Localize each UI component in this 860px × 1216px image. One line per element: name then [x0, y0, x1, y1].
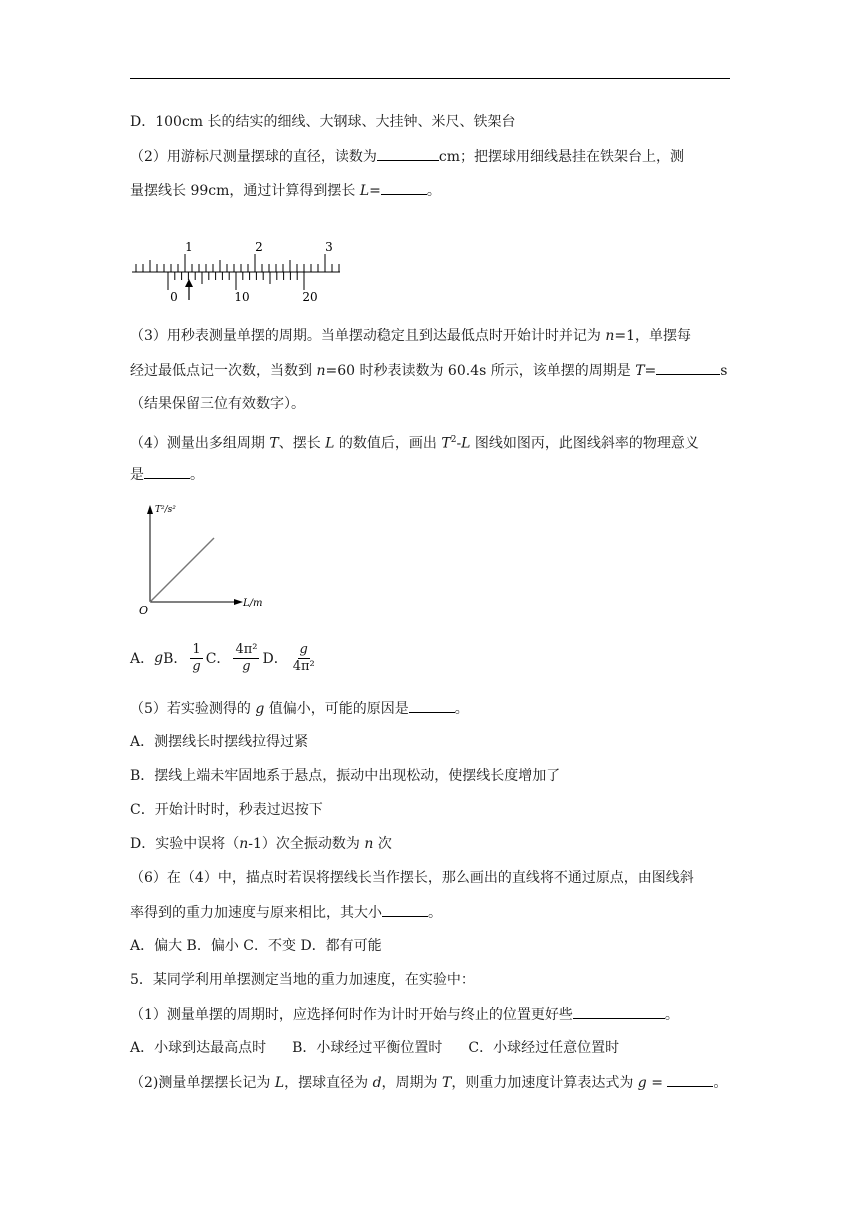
answer-blank[interactable]	[382, 902, 428, 917]
main-scale-label: 3	[325, 240, 333, 254]
answer-blank[interactable]	[377, 146, 439, 161]
question-6-line-2: 率得到的重力加速度与原来相比，其大小 。	[130, 902, 735, 923]
vernier-scale-label: 0	[170, 290, 178, 304]
problem-5-title: 5．某同学利用单摆测定当地的重力加速度，在实验中：	[130, 972, 475, 988]
question-6-options: A．偏大 B．偏小 C．不变 D．都有可能	[130, 938, 382, 954]
vernier-caliper-figure	[128, 236, 348, 306]
origin-label: O	[139, 604, 149, 617]
problem-5-q1: （1）测量单摆的周期时，应选择何时作为计时开始与终止的位置更好些 。	[130, 1004, 735, 1025]
question-5-option-c: C．开始计时时，秒表过迟按下	[130, 802, 323, 818]
y-axis-label: T²/s²	[155, 505, 176, 515]
question-3-line-2: 经过最低点记一次数，当数到 n=60 时秒表读数为 60.4s 所示，该单摆的周期是 T= s	[130, 360, 735, 381]
answer-blank[interactable]	[381, 180, 427, 195]
question-5-option-a: A．测摆线长时摆线拉得过紧	[130, 734, 309, 750]
question-4-line-1: （4）测量出多组周期 T、摆长 L 的数值后，画出 $T^2-L$ 图线如图丙，此图线斜率的物理意义	[130, 435, 699, 452]
answer-blank[interactable]	[573, 1004, 665, 1019]
question-4-options: A． g B． $\frac{1}{g}$ C． $\frac{\text{4π²}}{g}$ D． $\frac{g}{\text{4π²}}$	[130, 641, 315, 674]
answer-blank[interactable]	[656, 360, 720, 375]
t2-l-line	[150, 538, 214, 602]
x-axis-label: L/m	[243, 598, 263, 609]
question-3-line-1: （3）用秒表测量单摆的周期。当单摆动稳定且到达最低点时开始计时并记为 n=1，单摆每	[130, 328, 692, 344]
arrow-up-icon	[185, 279, 193, 300]
header-rule	[130, 78, 730, 79]
answer-blank[interactable]	[667, 1072, 713, 1087]
question-2-line-2: 量摆线长 99cm，通过计算得到摆长 L= 。	[130, 180, 735, 201]
problem-5-q2: （2)测量单摆摆长记为 L，摆球直径为 d，周期为 T，则重力加速度计算表达式为 g = 。	[130, 1072, 735, 1093]
answer-blank[interactable]	[409, 698, 455, 713]
vernier-scale-label: 20	[302, 290, 318, 304]
x-axis-arrow-icon	[234, 599, 243, 605]
question-2-line-1: （2）用游标尺测量摆球的直径，读数为 cm；把摆球用细线悬挂在铁架台上，测	[130, 146, 735, 167]
vernier-scale-label: 10	[234, 290, 250, 304]
question-6-line-1: （6）在（4）中，描点时若误将摆线长当作摆长，那么画出的直线将不通过原点，由图线斜	[130, 870, 694, 886]
main-scale-label: 2	[255, 240, 263, 254]
t2-l-graph	[136, 500, 271, 618]
main-scale-label: 1	[185, 240, 193, 254]
answer-blank[interactable]	[144, 464, 190, 479]
fraction-g-over-4pi2: $\frac{g}{\text{4π²}}$	[292, 641, 315, 674]
question-4-line-2: 是 。	[130, 464, 735, 485]
fraction-4pi2-over-g: $\frac{\text{4π²}}{g}$	[235, 641, 258, 674]
y-axis-arrow-icon	[147, 505, 153, 514]
question-5-option-b: B．摆线上端未牢固地系于悬点，振动中出现松动，使摆线长度增加了	[130, 768, 561, 784]
problem-5-q1-options: A．小球到达最高点时 B．小球经过平衡位置时 C．小球经过任意位置时	[130, 1040, 620, 1056]
question-5-line-1: （5）若实验测得的 g 值偏小，可能的原因是 。	[130, 698, 735, 719]
question-3-line-3: （结果保留三位有效数字）。	[130, 396, 305, 412]
option-d-text: D．100cm 长的结实的细线、大钢球、大挂钟、米尺、铁架台	[130, 114, 516, 130]
question-5-option-d: D．实验中误将（n-1）次全振动数为 n 次	[130, 836, 392, 852]
fraction-1-over-g: $\frac{1}{g}$	[192, 641, 201, 674]
